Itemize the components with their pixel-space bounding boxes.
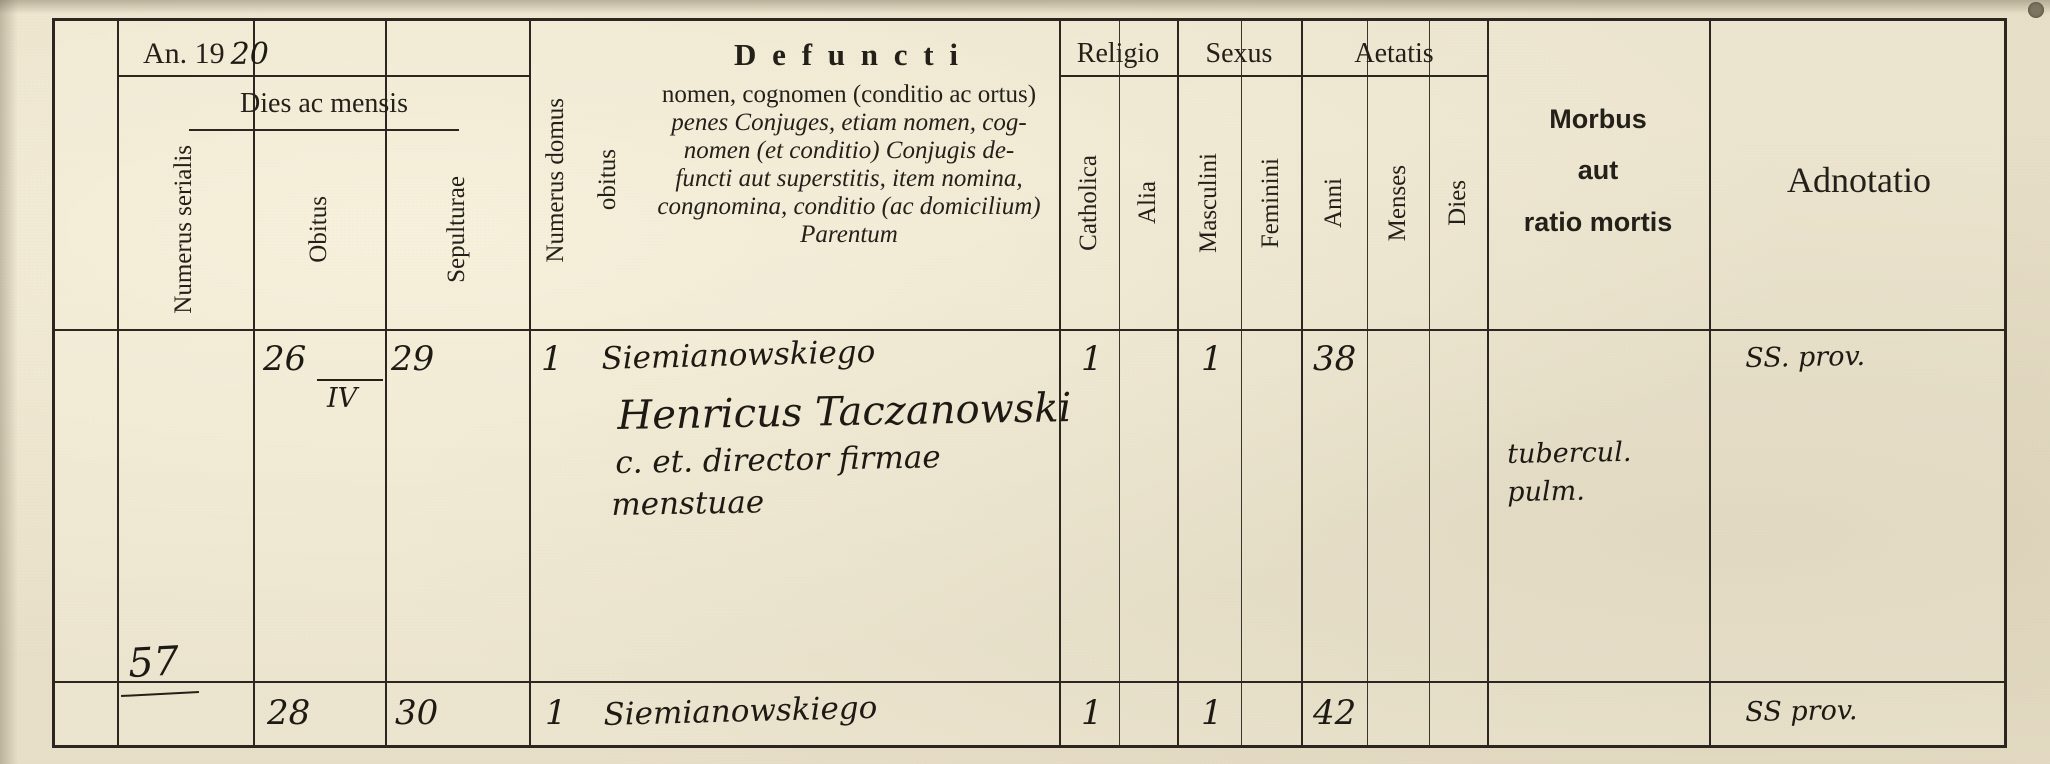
- header-defuncti: D e f u n c t i: [734, 37, 962, 72]
- entry-1-name-line-2: Henricus Taczanowski: [617, 385, 1072, 439]
- header-aetatis: Aetatis: [1354, 38, 1434, 69]
- header-sexus: Sexus: [1205, 38, 1273, 69]
- row-rule-an-1920: [117, 75, 529, 77]
- header-dies-ac-mensis: Dies ac mensis: [240, 88, 408, 119]
- header-obitus-label: Obitus: [305, 195, 332, 263]
- header-numerus-domus-obitus-label: obitus: [594, 149, 621, 211]
- entry-1-name-line-4: menstuae: [611, 484, 765, 523]
- header-catholica-label: Catholica: [1075, 155, 1102, 251]
- header-bottom-rule: [55, 329, 2004, 331]
- entry-1-sepulturae-value: 29: [391, 339, 435, 379]
- header-dies: [1431, 79, 1485, 327]
- defuncti-desc-line-3: nomen (et conditio) Conjugis de-: [683, 137, 1015, 164]
- entry-2-catholica-value: 1: [1081, 693, 1103, 733]
- column-rule-anni: [1367, 21, 1368, 745]
- header-sepulturae: [387, 131, 527, 327]
- header-anni-label: Anni: [1320, 178, 1347, 228]
- column-rule-masculini: [1241, 21, 1242, 745]
- header-numerus-serialis: [119, 131, 249, 327]
- header-defuncti-description: [641, 77, 1057, 325]
- header-masculini: [1179, 79, 1239, 327]
- header-morbus: [1489, 61, 1707, 281]
- header-morbus-line-3: ratio mortis: [1523, 206, 1673, 237]
- header-numerus-domus-obitus: [583, 33, 633, 327]
- header-sepulturae-label: Sepulturae: [443, 175, 470, 283]
- binding-hole: [2028, 2, 2044, 18]
- defuncti-desc-line-2: penes Conjuges, etiam nomen, cog-: [671, 109, 1027, 136]
- entry-2-name-line-1: Siemianowskiego: [603, 689, 878, 733]
- header-menses-label: Menses: [1384, 164, 1411, 242]
- entry-1-catholica-value: 1: [1081, 339, 1103, 379]
- header-dies-label: Dies: [1444, 180, 1471, 226]
- column-rule-serialis: [117, 21, 119, 745]
- entry-1-obitus-value: 26: [263, 339, 307, 379]
- header-feminini: [1243, 79, 1299, 327]
- entry-2-numerus-domus-value: 1: [545, 693, 567, 733]
- entry-1-month-underline: [317, 379, 383, 381]
- entry-2-obitus-value: 28: [267, 693, 311, 733]
- header-catholica: [1061, 79, 1117, 327]
- header-year: [119, 33, 527, 75]
- header-morbus-line-2: aut: [1577, 155, 1619, 186]
- entry-1-numerus-serialis-underline: [121, 691, 199, 697]
- column-rule-catholica: [1119, 21, 1120, 745]
- entry-2-anni-value: 42: [1313, 693, 1357, 733]
- entry-1-month-value: IV: [327, 383, 358, 414]
- header-year-label: An. 19: [143, 37, 225, 70]
- defuncti-desc-line-4: functi aut superstitis, item nomina,: [675, 165, 1023, 192]
- defuncti-desc-line-1: nomen, cognomen (conditio ac ortus): [661, 81, 1037, 108]
- header-adnotatio: Adnotatio: [1787, 160, 1931, 200]
- page-top-shadow: [0, 0, 2050, 14]
- header-year-handwritten: 20: [230, 36, 269, 72]
- entry-1-morbus-line-1: tubercul.: [1507, 436, 1632, 470]
- entry-1-morbus-line-2: pulm.: [1507, 475, 1586, 508]
- entry-2-adnotatio-value: SS prov.: [1745, 695, 1858, 728]
- header-masculini-label: Masculini: [1195, 153, 1222, 253]
- header-obitus: [255, 131, 383, 327]
- entry-separator-rule: [55, 681, 2004, 683]
- header-alia: [1121, 79, 1175, 327]
- entry-1-masculini-value: 1: [1201, 339, 1223, 379]
- header-numerus-serialis-label: Numerus serialis: [170, 144, 197, 314]
- entry-1-name-line-1: Siemianowskiego: [601, 333, 876, 377]
- page-left-shadow: [0, 0, 18, 764]
- header-morbus-line-1: Morbus: [1549, 104, 1647, 135]
- header-numerus-domus-label: Numerus domus: [542, 97, 569, 263]
- defuncti-desc-line-6: Parentum: [800, 221, 898, 248]
- entry-1-numerus-serialis-value: 57: [127, 638, 181, 687]
- header-feminini-label: Feminini: [1257, 157, 1284, 249]
- column-rule-menses: [1429, 21, 1430, 745]
- entry-2-masculini-value: 1: [1201, 693, 1223, 733]
- header-alia-label: Alia: [1134, 181, 1161, 225]
- row-rule-religio-sexus-aetatis: [1059, 75, 1487, 77]
- defuncti-desc-line-5: congnomina, conditio (ac domicilium): [657, 193, 1041, 220]
- register-table: [52, 18, 2007, 748]
- header-menses: [1369, 79, 1427, 327]
- entry-1-anni-value: 38: [1313, 339, 1357, 379]
- entry-1-name-line-3: c. et. director firmae: [615, 439, 941, 481]
- header-anni: [1303, 79, 1365, 327]
- header-numerus-domus: [531, 33, 581, 327]
- header-religio: Religio: [1076, 38, 1160, 69]
- entry-2-sepulturae-value: 30: [395, 693, 439, 733]
- entry-1-numerus-domus-value: 1: [541, 339, 563, 379]
- entry-1-adnotatio-value: SS. prov.: [1745, 340, 1866, 374]
